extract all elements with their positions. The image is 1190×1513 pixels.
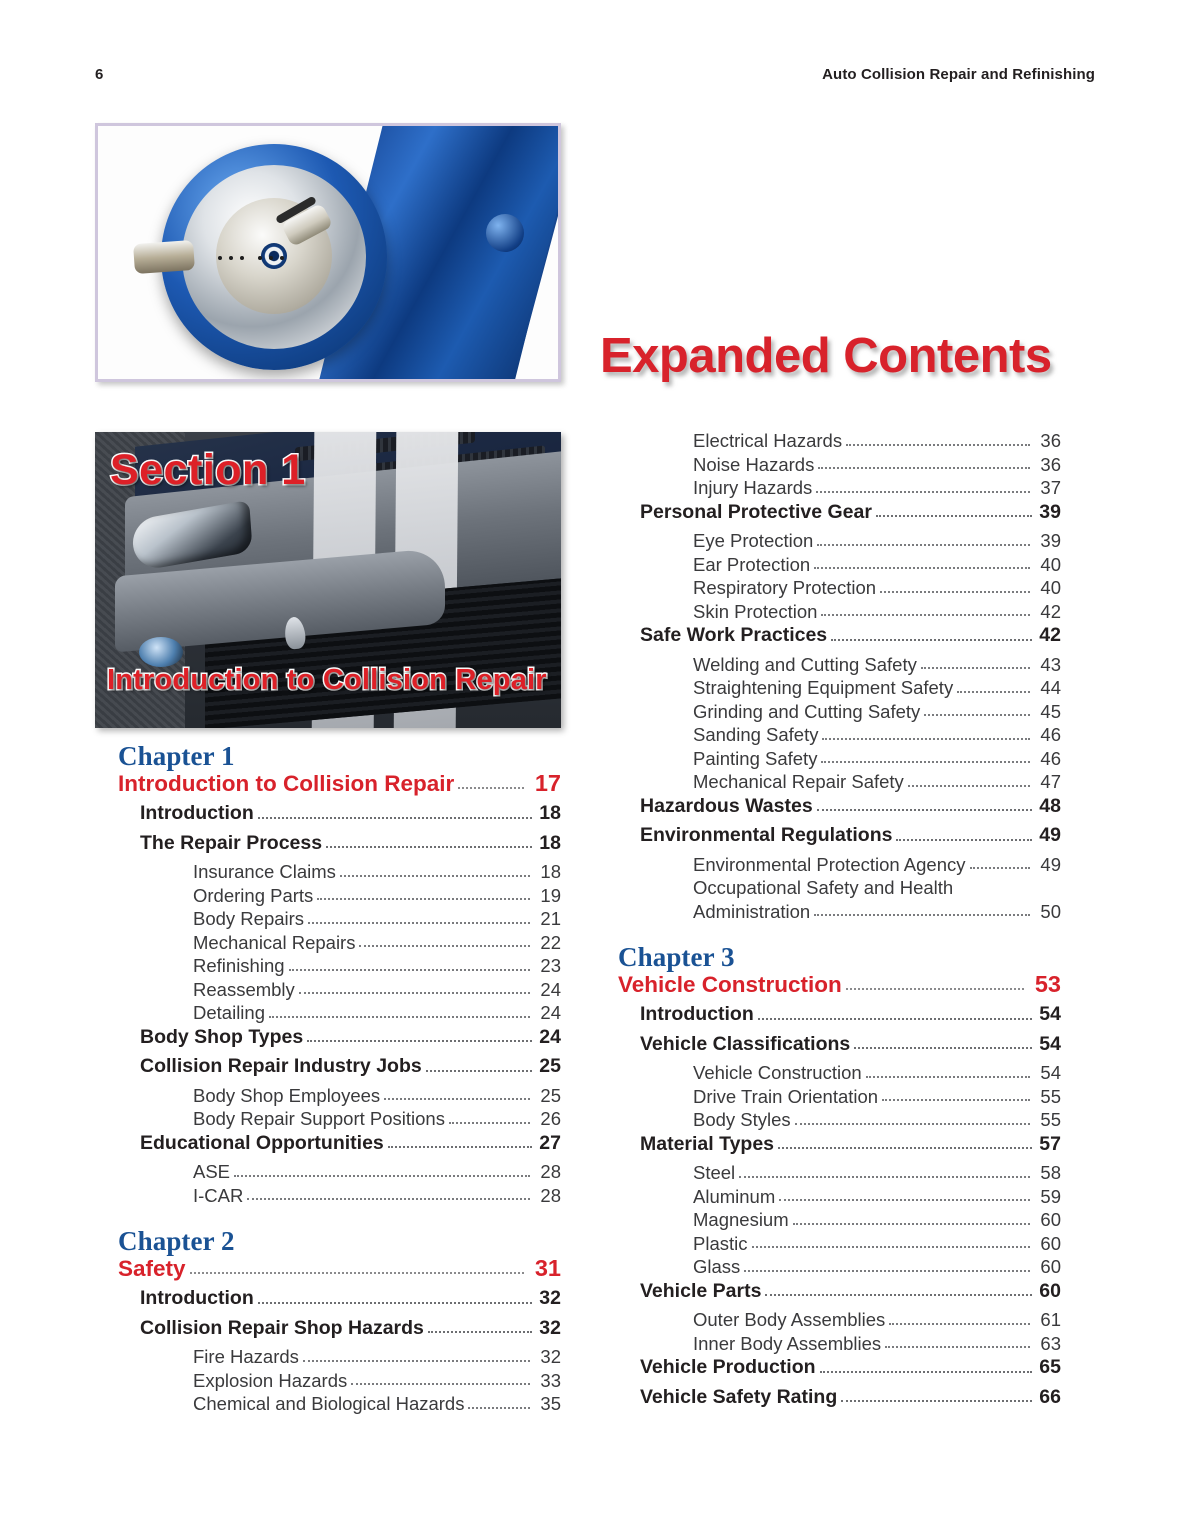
toc-entry-text: Hazardous Wastes xyxy=(640,794,813,817)
toc-entry-text: Insurance Claims xyxy=(193,861,336,883)
toc-entry-text: Noise Hazards xyxy=(693,453,815,475)
toc-entry-page: 26 xyxy=(540,1108,561,1130)
toc-entry-page: 48 xyxy=(1039,794,1061,817)
toc-entry-level2[interactable] xyxy=(693,747,1061,769)
toc-entry-text: Steel xyxy=(693,1162,736,1184)
car-foglight xyxy=(139,637,183,667)
toc-entry-text: Electrical Hazards xyxy=(693,430,843,451)
toc-entry-text: Grinding and Cutting Safety xyxy=(693,700,921,722)
dot-leader xyxy=(795,1122,1030,1125)
toc-entry-page: 32 xyxy=(539,1316,561,1339)
toc-entry-page: 60 xyxy=(1039,1279,1061,1302)
toc-entry-page: 55 xyxy=(1040,1109,1061,1131)
toc-entry-level2[interactable] xyxy=(693,679,1061,698)
spray-gun-photo xyxy=(95,123,561,382)
toc-entry-page: 61 xyxy=(1040,1309,1061,1331)
toc-entry-text: Magnesium xyxy=(693,1209,789,1231)
toc-entry-text: Body Shop Employees xyxy=(193,1084,381,1106)
toc-entry-text: Ear Protection xyxy=(693,553,811,575)
toc-entry-text: Introduction to Collision Repair xyxy=(118,770,455,796)
dot-leader xyxy=(885,1345,1030,1348)
dot-leader xyxy=(258,816,532,819)
chapter-heading: Chapter 1 xyxy=(118,741,235,771)
dot-leader xyxy=(821,613,1030,616)
toc-entry-text: Environmental Protection Agency xyxy=(693,853,966,875)
toc-entry-text: Sanding Safety xyxy=(693,724,819,745)
toc-entry-page: 63 xyxy=(1040,1332,1061,1354)
toc-entry-level2[interactable] xyxy=(193,884,561,906)
dot-leader xyxy=(957,690,1030,693)
toc-entry-text: Vehicle Classifications xyxy=(640,1032,851,1055)
page-folio: 6 xyxy=(95,66,104,83)
toc-entry-page: 28 xyxy=(540,1184,561,1206)
dot-leader xyxy=(359,944,530,947)
toc-entry-level1[interactable] xyxy=(640,500,1061,523)
book-title: Auto Collision Repair and Refinishing xyxy=(822,66,1095,83)
toc-entry-level2[interactable] xyxy=(693,879,1061,921)
toc-entry-page: 65 xyxy=(1039,1356,1061,1379)
toc-entry-level2[interactable] xyxy=(693,453,1061,475)
toc-entry-page: 54 xyxy=(1039,1003,1061,1026)
toc-entry-level1[interactable] xyxy=(640,1005,1061,1025)
dot-leader xyxy=(822,737,1030,740)
toc-entry-page: 18 xyxy=(540,861,561,883)
dot-leader xyxy=(779,1198,1030,1201)
dot-leader xyxy=(758,1017,1032,1020)
dot-leader xyxy=(340,874,530,877)
toc-entry-page: 60 xyxy=(1040,1209,1061,1231)
toc-entry-page: 49 xyxy=(1039,824,1061,846)
dot-leader xyxy=(468,1406,530,1409)
toc-entry-page: 45 xyxy=(1040,700,1061,722)
toc-entry-level2[interactable] xyxy=(193,910,561,929)
toc-entry-page: 24 xyxy=(540,1002,561,1024)
toc-entry-text: Ordering Parts xyxy=(193,884,314,906)
toc-entry-text: Injury Hazards xyxy=(693,477,813,498)
toc-entry-page: 39 xyxy=(1039,500,1061,523)
toc-entry-page: 55 xyxy=(1040,1085,1061,1107)
dot-leader xyxy=(269,1015,530,1018)
dot-leader xyxy=(744,1269,1030,1272)
toc-entry-level2[interactable] xyxy=(693,1185,1061,1207)
dot-leader xyxy=(384,1097,530,1100)
toc-entry-level1[interactable] xyxy=(140,804,561,824)
toc-entry-text: Educational Opportunities xyxy=(140,1131,384,1154)
toc-entry-page: 54 xyxy=(1039,1032,1061,1055)
toc-entry-page: 33 xyxy=(540,1369,561,1391)
dot-leader xyxy=(817,543,1030,546)
toc-entry-text: Straightening Equipment Safety xyxy=(693,677,954,698)
toc-entry-text: Reassembly xyxy=(193,978,295,1000)
toc-entry-text: Glass xyxy=(693,1256,741,1278)
dot-leader xyxy=(303,1359,530,1362)
toc-entry-page: 43 xyxy=(1040,653,1061,675)
dot-leader xyxy=(970,866,1030,869)
toc-entry-text: Vehicle Safety Rating xyxy=(640,1385,838,1408)
dot-leader xyxy=(876,514,1032,517)
toc-entry-text: Safety xyxy=(118,1255,186,1281)
toc-chapter-title[interactable] xyxy=(118,769,561,796)
toc-entry-page: 24 xyxy=(540,978,561,1000)
dot-leader xyxy=(449,1121,530,1124)
dot-leader xyxy=(307,1039,532,1042)
toc-entry-level2[interactable] xyxy=(193,1084,561,1106)
toc-entry-text: Body Styles xyxy=(693,1109,791,1131)
toc-entry-level2[interactable] xyxy=(193,1004,561,1023)
toc-entry-page: 66 xyxy=(1039,1385,1061,1408)
dot-leader xyxy=(426,1069,532,1072)
toc-entry-page: 22 xyxy=(540,931,561,953)
toc-entry-text: The Repair Process xyxy=(140,831,323,854)
dot-leader xyxy=(831,638,1032,641)
toc-entry-level1[interactable] xyxy=(640,1358,1061,1378)
toc-entry-text: Introduction xyxy=(140,1287,254,1310)
toc-entry-text: Introduction xyxy=(640,1003,754,1026)
dot-leader xyxy=(778,1146,1032,1149)
toc-chapter-title[interactable] xyxy=(618,970,1061,997)
dot-leader xyxy=(326,845,532,848)
dot-leader xyxy=(816,490,1030,493)
toc-entry-page: 18 xyxy=(539,831,561,854)
toc-entry-level2[interactable] xyxy=(693,1232,1061,1254)
toc-entry-level2[interactable] xyxy=(693,600,1061,622)
toc-entry-text: Drive Train Orientation xyxy=(693,1085,879,1107)
toc-entry-text: Painting Safety xyxy=(693,747,818,769)
toc-entry-page: 42 xyxy=(1040,600,1061,622)
section-subtitle: Introduction to Collision Repair xyxy=(107,664,547,696)
toc-entry-level2[interactable] xyxy=(693,1258,1061,1277)
toc-entry-level1[interactable] xyxy=(640,1279,1061,1302)
dot-leader xyxy=(820,1370,1032,1373)
toc-entry-page: 17 xyxy=(534,769,561,796)
toc-entry-page: 25 xyxy=(539,1055,561,1078)
toc-entry-page: 32 xyxy=(539,1287,561,1310)
toc-chapter-title[interactable] xyxy=(118,1254,561,1281)
toc-entry-page: 40 xyxy=(1040,553,1061,575)
toc-entry-text: Skin Protection xyxy=(693,600,818,622)
toc-entry-text: Vehicle Production xyxy=(640,1356,816,1379)
running-head xyxy=(95,66,1095,88)
dot-leader xyxy=(880,590,1030,593)
toc-entry-page: 27 xyxy=(539,1131,561,1154)
toc-entry-page: 46 xyxy=(1040,747,1061,769)
dot-leader xyxy=(351,1382,530,1385)
toc-entry-level2[interactable] xyxy=(193,957,561,976)
toc-entry-page: 60 xyxy=(1040,1232,1061,1254)
toc-entry-level2[interactable] xyxy=(193,1184,561,1206)
toc-entry-level2[interactable] xyxy=(693,1211,1061,1230)
toc-entry-level2[interactable] xyxy=(693,1164,1061,1183)
toc-entry-text: Material Types xyxy=(640,1132,775,1155)
dot-leader xyxy=(817,808,1032,811)
dot-leader xyxy=(889,1322,1030,1325)
toc-entry-level2[interactable] xyxy=(193,1395,561,1414)
toc-entry-level2[interactable] xyxy=(193,1110,561,1129)
toc-entry-text: Body Shop Types xyxy=(140,1025,304,1048)
toc-entry-level2[interactable] xyxy=(693,653,1061,675)
dot-leader xyxy=(818,466,1030,469)
toc-entry-page: 47 xyxy=(1040,771,1061,792)
dot-leader xyxy=(846,987,1024,990)
toc-entry-level1[interactable] xyxy=(140,1316,561,1339)
dot-leader xyxy=(289,968,530,971)
toc-entry-page: 36 xyxy=(1040,453,1061,475)
dot-leader xyxy=(908,784,1030,787)
dot-leader xyxy=(814,913,1030,916)
toc-entry-text: Occupational Safety and Health xyxy=(693,877,954,898)
toc-entry-page: 24 xyxy=(539,1025,561,1048)
dot-leader xyxy=(317,897,530,900)
dot-leader xyxy=(428,1330,532,1333)
toc-entry-level2[interactable] xyxy=(693,1085,1061,1107)
toc-entry-text: Plastic xyxy=(693,1232,748,1254)
dot-leader xyxy=(308,921,530,924)
toc-entry-level2[interactable] xyxy=(693,773,1061,792)
toc-entry-text: Outer Body Assemblies xyxy=(693,1309,886,1331)
toc-entry-level2[interactable] xyxy=(193,978,561,1000)
dot-leader xyxy=(388,1145,532,1148)
toc-entry-page: 49 xyxy=(1040,853,1061,875)
page-title: Expanded Contents xyxy=(600,329,1052,383)
toc-entry-text: Explosion Hazards xyxy=(193,1369,348,1391)
spray-gun-air-holes xyxy=(218,254,282,262)
toc-entry-level2[interactable] xyxy=(693,579,1061,598)
toc-entry-text: Introduction xyxy=(140,802,254,825)
dot-leader xyxy=(458,786,524,789)
toc-entry-text: Vehicle Construction xyxy=(693,1062,862,1084)
toc-entry-page: 19 xyxy=(540,884,561,906)
toc-entry-page: 59 xyxy=(1040,1185,1061,1207)
toc-entry-page: 46 xyxy=(1040,724,1061,745)
toc-entry-text: ASE xyxy=(193,1161,231,1183)
toc-entry-level2[interactable] xyxy=(693,432,1061,451)
toc-column-left xyxy=(118,742,561,1419)
dot-leader xyxy=(882,1098,1030,1101)
toc-entry-page: 44 xyxy=(1040,677,1061,698)
toc-entry-level1[interactable] xyxy=(140,1057,561,1077)
dot-leader xyxy=(814,566,1030,569)
toc-entry-level1[interactable] xyxy=(140,1131,561,1154)
toc-column-right xyxy=(618,432,1061,1417)
toc-entry-level2[interactable] xyxy=(693,553,1061,575)
dot-leader xyxy=(258,1301,532,1304)
dot-leader xyxy=(846,443,1030,446)
toc-entry-text: Collision Repair Industry Jobs xyxy=(140,1055,422,1078)
dot-leader xyxy=(921,666,1030,669)
toc-entry-text: Collision Repair Shop Hazards xyxy=(140,1316,424,1339)
toc-entry-level2[interactable] xyxy=(693,700,1061,722)
toc-entry-text: Detailing xyxy=(193,1002,265,1024)
toc-entry-level2[interactable] xyxy=(693,1064,1061,1083)
toc-entry-level1[interactable] xyxy=(640,1132,1061,1155)
dot-leader xyxy=(234,1174,530,1177)
spray-gun-illustration xyxy=(98,126,558,379)
dot-leader xyxy=(247,1197,530,1200)
toc-entry-level2[interactable] xyxy=(693,853,1061,875)
toc-entry-level1[interactable] xyxy=(640,826,1061,846)
toc-entry-level1[interactable] xyxy=(140,1025,561,1048)
toc-entry-level2[interactable] xyxy=(693,532,1061,551)
toc-entry-page: 36 xyxy=(1040,430,1061,451)
toc-entry-text: Safe Work Practices xyxy=(640,624,828,646)
dot-leader xyxy=(896,838,1032,841)
toc-entry-text: Aluminum xyxy=(693,1185,776,1207)
toc-entry-text: I-CAR xyxy=(193,1184,244,1206)
toc-entry-level2[interactable] xyxy=(693,1332,1061,1354)
dot-leader xyxy=(854,1046,1032,1049)
toc-entry-text: Mechanical Repairs xyxy=(193,931,356,953)
toc-entry-level2[interactable] xyxy=(693,1111,1061,1130)
toc-entry-text: Inner Body Assemblies xyxy=(693,1332,882,1354)
chapter-heading: Chapter 3 xyxy=(618,942,735,972)
dot-leader xyxy=(752,1245,1031,1248)
toc-entry-text: Chemical and Biological Hazards xyxy=(193,1393,465,1415)
toc-entry-page: 57 xyxy=(1039,1132,1061,1155)
toc-entry-page: 32 xyxy=(540,1346,561,1368)
toc-entry-text: Fire Hazards xyxy=(193,1346,299,1368)
toc-entry-text: Body Repair Support Positions xyxy=(193,1108,445,1130)
toc-entry-level2[interactable] xyxy=(193,931,561,953)
toc-entry-text: Vehicle Construction xyxy=(618,971,842,997)
toc-entry-page: 28 xyxy=(540,1161,561,1183)
dot-leader xyxy=(866,1075,1030,1078)
dot-leader xyxy=(924,713,1030,716)
toc-entry-page: 39 xyxy=(1040,530,1061,551)
toc-entry-page: 60 xyxy=(1040,1256,1061,1278)
toc-entry-text: Refinishing xyxy=(193,955,285,977)
toc-entry-text: Administration xyxy=(693,900,811,922)
toc-entry-page: 37 xyxy=(1040,477,1061,498)
toc-entry-level2[interactable] xyxy=(193,1163,561,1182)
toc-entry-page: 21 xyxy=(540,908,561,930)
spray-gun-knob xyxy=(486,214,524,252)
toc-entry-text: Environmental Regulations xyxy=(640,824,893,846)
toc-entry-level1[interactable] xyxy=(140,1289,561,1309)
toc-entry-level2[interactable] xyxy=(193,1369,561,1391)
section-banner-photo xyxy=(95,432,561,728)
dot-leader xyxy=(821,760,1030,763)
toc-entry-page: 58 xyxy=(1040,1162,1061,1184)
toc-entry-page: 53 xyxy=(1034,970,1061,997)
section-label: Section 1 xyxy=(110,446,306,494)
toc-entry-level1[interactable] xyxy=(640,1032,1061,1055)
toc-entry-text: Body Repairs xyxy=(193,908,305,930)
toc-entry-level2[interactable] xyxy=(693,479,1061,498)
toc-entry-page: 42 xyxy=(1039,624,1061,646)
toc-entry-page: 40 xyxy=(1040,577,1061,598)
toc-entry-page: 18 xyxy=(539,802,561,825)
toc-entry-page: 50 xyxy=(1040,900,1061,922)
dot-leader xyxy=(739,1175,1030,1178)
toc-entry-text: Vehicle Parts xyxy=(640,1279,762,1302)
toc-entry-page: 31 xyxy=(534,1254,561,1281)
toc-entry-page: 35 xyxy=(540,1393,561,1415)
dot-leader xyxy=(190,1271,524,1274)
dot-leader xyxy=(299,991,530,994)
toc-entry-level1[interactable] xyxy=(640,794,1061,817)
toc-entry-level1[interactable] xyxy=(140,831,561,854)
toc-entry-level1[interactable] xyxy=(640,626,1061,646)
toc-entry-level2[interactable] xyxy=(193,863,561,882)
toc-entry-page: 54 xyxy=(1040,1062,1061,1084)
toc-entry-text: Mechanical Repair Safety xyxy=(693,771,904,792)
toc-entry-level2[interactable] xyxy=(193,1348,561,1367)
toc-entry-page: 25 xyxy=(540,1084,561,1106)
spray-gun-horn-left xyxy=(133,240,195,274)
toc-entry-text: Respiratory Protection xyxy=(693,577,877,598)
dot-leader xyxy=(765,1293,1032,1296)
toc-entry-text: Personal Protective Gear xyxy=(640,500,872,523)
toc-entry-level2[interactable] xyxy=(693,726,1061,745)
toc-entry-page: 23 xyxy=(540,955,561,977)
toc-entry-level1[interactable] xyxy=(640,1385,1061,1408)
dot-leader xyxy=(793,1222,1030,1225)
dot-leader xyxy=(841,1399,1032,1402)
toc-entry-text: Welding and Cutting Safety xyxy=(693,653,917,675)
chapter-heading: Chapter 2 xyxy=(118,1226,235,1257)
toc-entry-text: Eye Protection xyxy=(693,530,814,551)
toc-entry-level2[interactable] xyxy=(693,1311,1061,1330)
